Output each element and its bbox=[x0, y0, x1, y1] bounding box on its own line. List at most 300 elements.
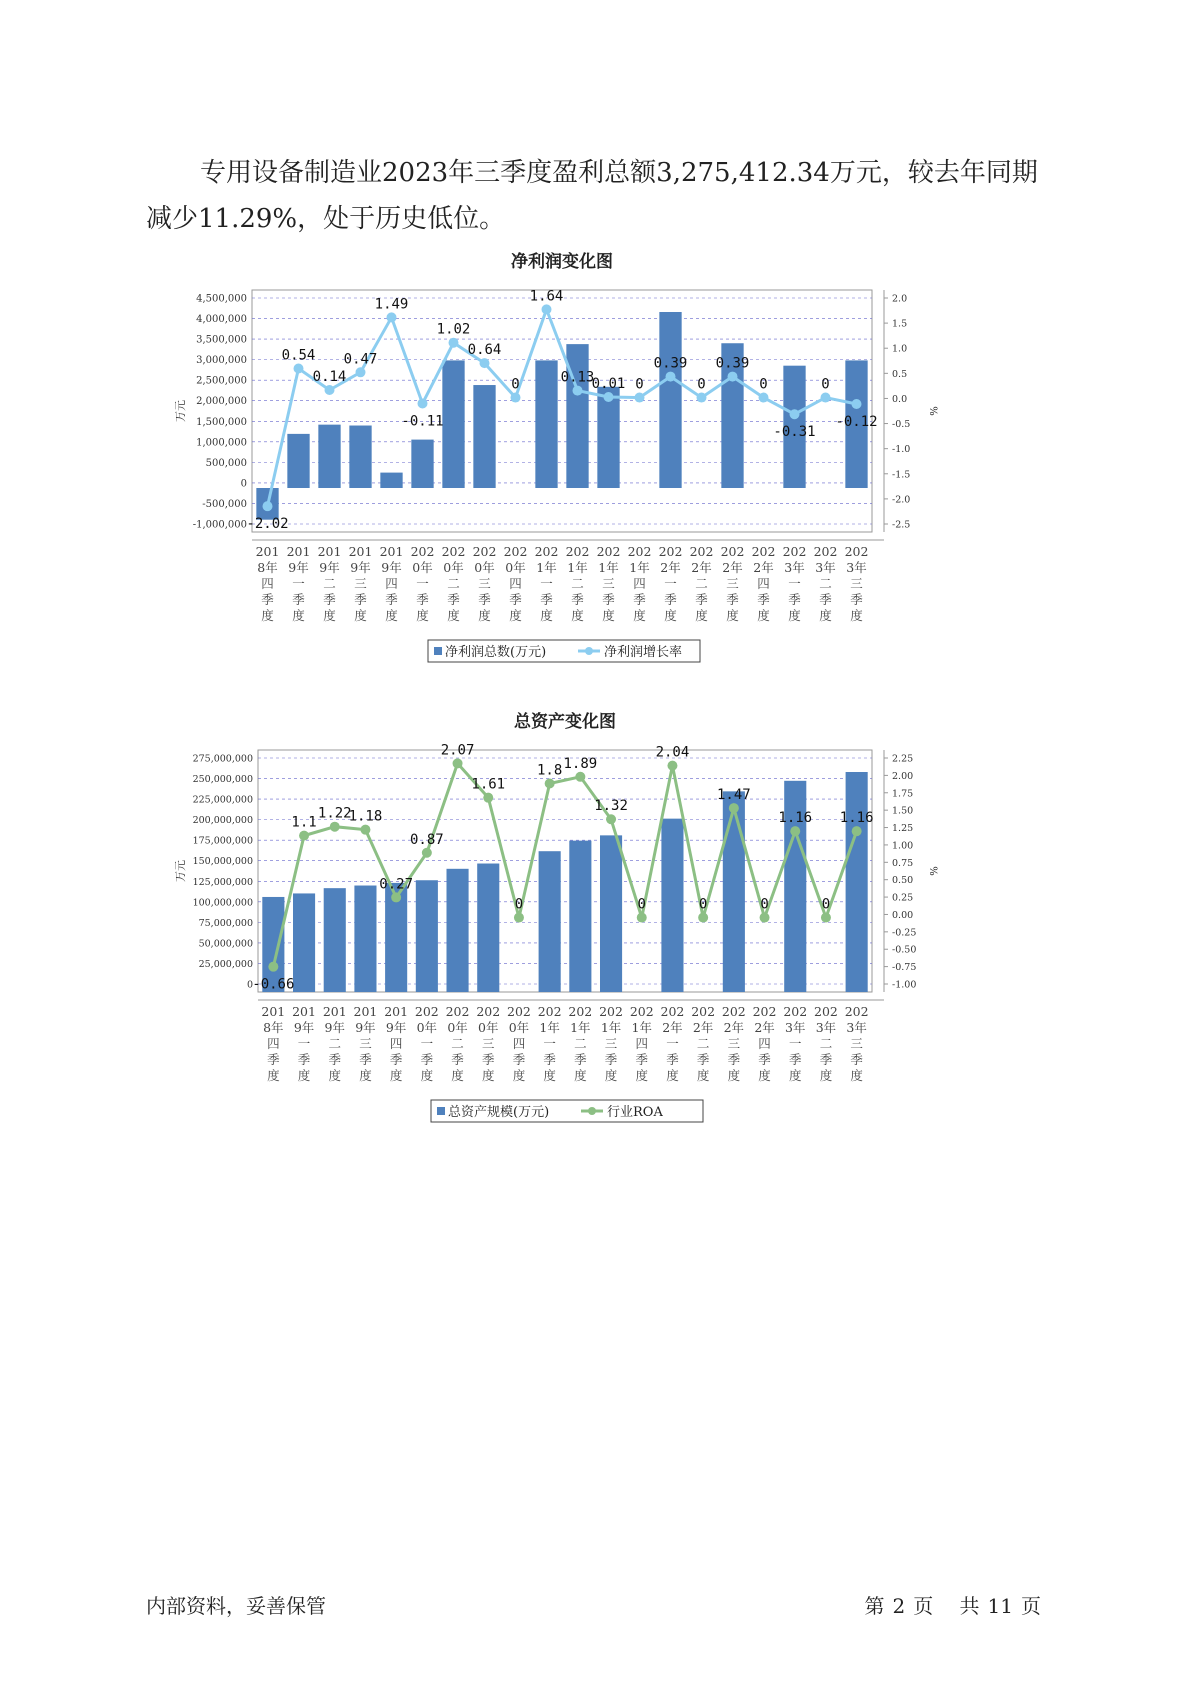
x-tick-label: 1年 bbox=[567, 560, 588, 575]
x-tick-label: 2年 bbox=[660, 560, 681, 575]
y-tick-label: 4,500,000 bbox=[196, 293, 247, 305]
data-label: 0 bbox=[760, 896, 769, 913]
x-tick-label: 度 bbox=[420, 1068, 434, 1083]
x-tick-label: 季 bbox=[416, 592, 429, 607]
x-tick-label: 1年 bbox=[598, 560, 619, 575]
line-point bbox=[821, 393, 831, 403]
x-tick-label: 度 bbox=[447, 608, 460, 623]
y2-tick-label: -0.5 bbox=[892, 419, 911, 431]
x-tick-label: 三 bbox=[726, 576, 739, 591]
x-tick-label: 0年 bbox=[478, 1020, 499, 1035]
x-tick-label: 季 bbox=[385, 592, 398, 607]
y2-tick-label: -2.5 bbox=[892, 519, 911, 531]
x-tick-label: 202 bbox=[627, 544, 652, 559]
data-label: 0.64 bbox=[467, 342, 502, 359]
line-point bbox=[821, 913, 831, 923]
x-tick-label: 季 bbox=[354, 592, 367, 607]
x-tick-label: 季 bbox=[359, 1052, 372, 1067]
y-axis-label: 万元 bbox=[174, 400, 187, 422]
x-tick-label: 9年 bbox=[355, 1020, 376, 1035]
data-label: 0 bbox=[637, 896, 646, 913]
y2-tick-label: 0.0 bbox=[892, 393, 908, 405]
bar bbox=[600, 835, 622, 992]
x-tick-label: 202 bbox=[507, 1004, 531, 1019]
x-tick-label: 度 bbox=[757, 608, 770, 623]
x-tick-label: 201 bbox=[384, 1004, 409, 1019]
chart-title: 净利润变化图 bbox=[511, 252, 613, 272]
x-tick-label: 202 bbox=[721, 1004, 746, 1019]
x-tick-label: 202 bbox=[813, 544, 838, 559]
x-tick-label: 二 bbox=[696, 1036, 710, 1051]
y-tick-label: 1,000,000 bbox=[196, 437, 247, 449]
x-tick-label: 0年 bbox=[505, 560, 526, 575]
line-point bbox=[697, 393, 707, 403]
x-tick-label: 度 bbox=[451, 1068, 464, 1083]
data-label: 1.64 bbox=[529, 288, 564, 305]
x-tick-label: 二 bbox=[819, 576, 832, 591]
data-label: -0.66 bbox=[252, 976, 295, 993]
x-tick-label: 季 bbox=[328, 1052, 342, 1067]
y2-tick-label: 1.5 bbox=[892, 318, 908, 330]
legend-bar-label: 总资产规模(万元) bbox=[448, 1105, 550, 1120]
x-tick-label: 四 bbox=[635, 1036, 649, 1051]
line-point bbox=[759, 393, 769, 403]
x-tick-label: 季 bbox=[757, 592, 770, 607]
data-label: -0.11 bbox=[401, 413, 444, 430]
x-tick-label: 202 bbox=[782, 544, 807, 559]
line-point bbox=[391, 892, 401, 902]
x-tick-label: 度 bbox=[297, 1068, 311, 1083]
x-tick-label: 季 bbox=[696, 1052, 710, 1067]
x-tick-label: 季 bbox=[727, 1052, 741, 1067]
bar bbox=[380, 473, 402, 488]
x-tick-label: 季 bbox=[788, 1052, 802, 1067]
x-tick-label: 9年 bbox=[288, 560, 309, 575]
bar bbox=[473, 385, 495, 488]
x-tick-label: 202 bbox=[844, 544, 869, 559]
x-tick-label: 202 bbox=[599, 1004, 623, 1019]
x-tick-label: 季 bbox=[267, 1052, 280, 1067]
data-label: 0 bbox=[514, 896, 524, 913]
x-tick-label: 季 bbox=[512, 1052, 526, 1067]
data-label: 0.87 bbox=[409, 831, 444, 848]
x-tick-label: 201 bbox=[286, 544, 311, 559]
x-tick-label: 8年 bbox=[263, 1020, 284, 1035]
x-tick-label: 202 bbox=[629, 1004, 654, 1019]
x-tick-label: 2年 bbox=[662, 1020, 683, 1035]
data-label: 0.14 bbox=[312, 369, 347, 386]
bar bbox=[539, 851, 561, 992]
x-tick-label: 季 bbox=[543, 1052, 556, 1067]
x-tick-label: 0年 bbox=[412, 560, 433, 575]
x-tick-label: 度 bbox=[635, 1068, 649, 1083]
x-tick-label: 四 bbox=[261, 576, 274, 591]
data-label: -0.31 bbox=[773, 424, 816, 441]
y2-tick-label: 1.00 bbox=[892, 840, 914, 852]
x-tick-label: 度 bbox=[571, 608, 584, 623]
y-tick-label: -1,000,000 bbox=[192, 519, 247, 531]
bar bbox=[566, 344, 588, 488]
x-tick-label: 202 bbox=[472, 544, 497, 559]
y2-tick-label: 0.25 bbox=[892, 892, 914, 904]
bar bbox=[411, 440, 433, 488]
line-point bbox=[514, 913, 524, 923]
x-tick-label: 2年 bbox=[692, 1020, 714, 1035]
x-tick-label: 度 bbox=[328, 1068, 342, 1083]
x-tick-label: 9年 bbox=[293, 1020, 315, 1035]
legend-line-marker bbox=[588, 1107, 596, 1115]
x-tick-label: 202 bbox=[658, 544, 683, 559]
x-tick-label: 202 bbox=[476, 1004, 501, 1019]
line-point bbox=[545, 779, 555, 789]
y-tick-label: 25,000,000 bbox=[198, 958, 253, 970]
data-label: 0.39 bbox=[653, 355, 688, 372]
bar bbox=[287, 434, 309, 488]
legend-bar-swatch bbox=[437, 1107, 445, 1115]
line-point bbox=[453, 758, 463, 768]
data-label: 1.8 bbox=[537, 762, 563, 779]
x-tick-label: 度 bbox=[727, 1068, 741, 1083]
x-tick-label: 季 bbox=[819, 592, 832, 607]
x-tick-label: 二 bbox=[695, 576, 708, 591]
line-point bbox=[760, 913, 770, 923]
x-tick-label: 3年 bbox=[785, 1020, 806, 1035]
legend-line-marker bbox=[585, 647, 593, 655]
x-tick-label: 季 bbox=[261, 592, 274, 607]
line-point bbox=[667, 761, 677, 771]
line-point bbox=[728, 372, 738, 382]
line-point bbox=[542, 304, 552, 314]
x-tick-label: 度 bbox=[323, 608, 336, 623]
line-point bbox=[422, 848, 432, 858]
x-tick-label: 四 bbox=[267, 1036, 280, 1051]
line-point bbox=[698, 913, 708, 923]
x-tick-label: 1年 bbox=[629, 560, 650, 575]
x-tick-label: 季 bbox=[478, 592, 491, 607]
x-tick-label: 202 bbox=[568, 1004, 593, 1019]
x-tick-label: 季 bbox=[635, 1052, 649, 1067]
line-point bbox=[729, 803, 739, 813]
x-tick-label: 季 bbox=[292, 592, 305, 607]
line-point bbox=[604, 392, 614, 402]
x-tick-label: 度 bbox=[696, 1068, 710, 1083]
data-label: 0.39 bbox=[715, 355, 750, 372]
x-tick-label: 四 bbox=[389, 1036, 403, 1051]
x-tick-label: 202 bbox=[503, 544, 528, 559]
line-point bbox=[852, 826, 862, 836]
line-point bbox=[268, 962, 278, 972]
x-tick-label: 一 bbox=[420, 1036, 434, 1051]
bar bbox=[659, 312, 681, 488]
x-tick-label: 0年 bbox=[474, 560, 495, 575]
x-tick-label: 三 bbox=[850, 576, 863, 591]
y2-tick-label: -0.25 bbox=[892, 927, 917, 939]
x-tick-label: 度 bbox=[540, 608, 553, 623]
data-label: 0 bbox=[511, 376, 520, 393]
net-profit-chart-svg bbox=[170, 245, 960, 675]
x-tick-label: 度 bbox=[416, 608, 429, 623]
line-point bbox=[573, 386, 583, 396]
x-tick-label: 季 bbox=[850, 592, 863, 607]
x-tick-label: 202 bbox=[410, 544, 435, 559]
data-label: 0 bbox=[821, 376, 830, 393]
y2-tick-label: 1.25 bbox=[892, 823, 914, 835]
y2-tick-label: -2.0 bbox=[892, 494, 911, 506]
x-tick-label: 一 bbox=[788, 1036, 802, 1051]
x-tick-label: 季 bbox=[540, 592, 553, 607]
data-label: 2.07 bbox=[440, 742, 475, 759]
x-tick-label: 202 bbox=[844, 1004, 869, 1019]
x-tick-label: 201 bbox=[317, 544, 342, 559]
x-tick-label: 度 bbox=[389, 1068, 403, 1083]
x-tick-label: 201 bbox=[261, 1004, 286, 1019]
legend-bar-label: 净利润总数(万元) bbox=[445, 645, 547, 660]
x-tick-label: 1年 bbox=[631, 1020, 652, 1035]
x-tick-label: 度 bbox=[359, 1068, 372, 1083]
x-tick-label: 季 bbox=[758, 1052, 771, 1067]
x-tick-label: 201 bbox=[379, 544, 404, 559]
x-tick-label: 201 bbox=[353, 1004, 378, 1019]
x-tick-label: 3年 bbox=[846, 560, 867, 575]
bar bbox=[535, 360, 557, 488]
data-label: 0 bbox=[635, 376, 644, 393]
x-tick-label: 三 bbox=[602, 576, 615, 591]
data-label: 0 bbox=[821, 896, 831, 913]
chart-title: 总资产变化图 bbox=[514, 712, 616, 732]
y-tick-label: 175,000,000 bbox=[192, 835, 253, 847]
legend-line-label: 行业ROA bbox=[607, 1105, 663, 1120]
line-point bbox=[606, 814, 616, 824]
x-tick-label: 0年 bbox=[443, 560, 464, 575]
line-point bbox=[294, 364, 304, 374]
footer-note: 内部资料，妥善保管 bbox=[146, 1594, 326, 1618]
x-tick-label: 202 bbox=[414, 1004, 439, 1019]
x-tick-label: 季 bbox=[481, 1052, 495, 1067]
x-tick-label: 三 bbox=[354, 576, 367, 591]
x-tick-label: 201 bbox=[292, 1004, 316, 1019]
y-tick-label: 0 bbox=[246, 979, 253, 991]
x-tick-label: 度 bbox=[604, 1068, 618, 1083]
x-tick-label: 二 bbox=[574, 1036, 587, 1051]
y-tick-label: 50,000,000 bbox=[198, 938, 253, 950]
x-tick-label: 季 bbox=[695, 592, 708, 607]
x-tick-label: 季 bbox=[447, 592, 460, 607]
x-tick-label: 一 bbox=[540, 576, 553, 591]
x-tick-label: 0年 bbox=[447, 1020, 468, 1035]
line-point bbox=[575, 772, 585, 782]
x-tick-label: 四 bbox=[757, 576, 770, 591]
bar bbox=[416, 880, 438, 992]
line-point bbox=[790, 409, 800, 419]
y2-tick-label: 0.75 bbox=[892, 857, 914, 869]
x-tick-label: 度 bbox=[664, 608, 677, 623]
line-point bbox=[263, 501, 273, 511]
y-tick-label: 3,500,000 bbox=[196, 334, 247, 346]
x-tick-label: 季 bbox=[604, 1052, 618, 1067]
x-tick-label: 度 bbox=[292, 608, 305, 623]
x-tick-label: 9年 bbox=[324, 1020, 345, 1035]
x-tick-label: 8年 bbox=[257, 560, 278, 575]
x-tick-label: 202 bbox=[691, 1004, 716, 1019]
bar bbox=[446, 869, 468, 992]
y-tick-label: 100,000,000 bbox=[192, 897, 253, 909]
y-tick-label: 200,000,000 bbox=[192, 815, 253, 827]
x-tick-label: 一 bbox=[788, 576, 801, 591]
x-tick-label: 度 bbox=[819, 608, 832, 623]
x-tick-label: 度 bbox=[543, 1068, 556, 1083]
x-tick-label: 202 bbox=[720, 544, 745, 559]
x-tick-label: 1年 bbox=[539, 1020, 560, 1035]
x-tick-label: 202 bbox=[689, 544, 714, 559]
x-tick-label: 3年 bbox=[815, 1020, 837, 1035]
x-tick-label: 季 bbox=[850, 1052, 863, 1067]
x-tick-label: 202 bbox=[751, 544, 776, 559]
x-tick-label: 季 bbox=[297, 1052, 311, 1067]
x-tick-label: 202 bbox=[783, 1004, 808, 1019]
line-point bbox=[360, 825, 370, 835]
line-point bbox=[666, 372, 676, 382]
y2-tick-label: 0.00 bbox=[892, 909, 914, 921]
data-label: 0 bbox=[697, 376, 706, 393]
y2-axis-label: % bbox=[927, 866, 938, 876]
y2-tick-label: 0.50 bbox=[892, 875, 914, 887]
net-profit-chart bbox=[170, 245, 960, 675]
x-tick-label: 2年 bbox=[691, 560, 712, 575]
x-tick-label: 202 bbox=[445, 1004, 470, 1019]
x-tick-label: 度 bbox=[788, 1068, 802, 1083]
line-point bbox=[387, 312, 397, 322]
x-tick-label: 四 bbox=[633, 576, 646, 591]
line-point bbox=[449, 338, 459, 348]
line-point bbox=[299, 831, 309, 841]
x-tick-label: 二 bbox=[447, 576, 460, 591]
data-label: 1.47 bbox=[716, 787, 751, 804]
x-tick-label: 度 bbox=[267, 1068, 280, 1083]
line-point bbox=[852, 399, 862, 409]
y-tick-label: 4,000,000 bbox=[196, 314, 247, 326]
x-tick-label: 9年 bbox=[385, 1020, 407, 1035]
y-tick-label: 2,000,000 bbox=[196, 396, 247, 408]
x-tick-label: 度 bbox=[385, 608, 398, 623]
x-tick-label: 二 bbox=[451, 1036, 464, 1051]
data-label: 1.32 bbox=[594, 798, 628, 815]
line-point bbox=[637, 913, 647, 923]
y2-tick-label: 1.50 bbox=[892, 805, 914, 817]
bar bbox=[349, 426, 371, 488]
x-tick-label: 四 bbox=[509, 576, 522, 591]
x-tick-label: 1年 bbox=[570, 1020, 591, 1035]
x-tick-label: 季 bbox=[571, 592, 584, 607]
x-tick-label: 季 bbox=[451, 1052, 464, 1067]
x-tick-label: 度 bbox=[850, 608, 863, 623]
y2-tick-label: 2.0 bbox=[892, 293, 908, 305]
x-tick-label: 季 bbox=[666, 1052, 679, 1067]
x-tick-label: 一 bbox=[666, 1036, 679, 1051]
x-tick-label: 202 bbox=[596, 544, 621, 559]
x-tick-label: 度 bbox=[509, 608, 522, 623]
x-tick-label: 四 bbox=[758, 1036, 771, 1051]
x-tick-label: 季 bbox=[726, 592, 739, 607]
x-tick-label: 季 bbox=[633, 592, 646, 607]
plot-frame bbox=[252, 290, 872, 532]
data-label: 0 bbox=[759, 376, 768, 393]
x-tick-label: 度 bbox=[788, 608, 801, 623]
x-tick-label: 度 bbox=[354, 608, 367, 623]
bar bbox=[442, 360, 464, 488]
data-label: 0.27 bbox=[379, 876, 414, 893]
x-tick-label: 202 bbox=[534, 544, 559, 559]
y-tick-label: -500,000 bbox=[202, 498, 247, 510]
x-tick-label: 度 bbox=[850, 1068, 863, 1083]
x-tick-label: 201 bbox=[348, 544, 373, 559]
x-tick-label: 2年 bbox=[723, 1020, 745, 1035]
x-tick-label: 度 bbox=[512, 1068, 526, 1083]
x-tick-label: 3年 bbox=[784, 560, 805, 575]
bar bbox=[324, 888, 346, 992]
data-label: 1.02 bbox=[436, 321, 471, 338]
x-tick-label: 202 bbox=[752, 1004, 777, 1019]
x-tick-label: 3年 bbox=[846, 1020, 867, 1035]
y2-tick-label: 1.75 bbox=[892, 788, 914, 800]
y2-tick-label: -0.75 bbox=[892, 962, 917, 974]
bar bbox=[661, 819, 683, 992]
x-tick-label: 1年 bbox=[600, 1020, 622, 1035]
x-tick-label: 三 bbox=[359, 1036, 372, 1051]
x-tick-label: 1年 bbox=[536, 560, 557, 575]
y2-axis-label: % bbox=[927, 406, 938, 416]
x-tick-label: 201 bbox=[255, 544, 280, 559]
line-point bbox=[483, 793, 493, 803]
x-tick-label: 度 bbox=[666, 1068, 679, 1083]
x-tick-label: 0年 bbox=[508, 1020, 530, 1035]
x-tick-label: 二 bbox=[571, 576, 584, 591]
summary-paragraph: 专用设备制造业2023年三季度盈利总额3,275,412.34万元，较去年同期减少11.29%，处于历史低位。 bbox=[146, 158, 1038, 234]
x-tick-label: 201 bbox=[322, 1004, 347, 1019]
x-tick-label: 202 bbox=[660, 1004, 685, 1019]
data-label: 0 bbox=[698, 896, 708, 913]
x-tick-label: 202 bbox=[814, 1004, 838, 1019]
y2-tick-label: -0.50 bbox=[892, 944, 917, 956]
y2-tick-label: 0.5 bbox=[892, 368, 908, 380]
x-tick-label: 二 bbox=[819, 1036, 833, 1051]
bar bbox=[477, 864, 499, 992]
x-tick-label: 3年 bbox=[815, 560, 836, 575]
data-label: 1.61 bbox=[471, 776, 506, 793]
x-tick-label: 度 bbox=[481, 1068, 495, 1083]
x-tick-label: 三 bbox=[850, 1036, 863, 1051]
data-label: 1.49 bbox=[374, 296, 409, 313]
x-tick-label: 四 bbox=[385, 576, 398, 591]
legend-line-label: 净利润增长率 bbox=[604, 645, 683, 660]
y2-tick-label: -1.5 bbox=[892, 469, 911, 481]
y-tick-label: 2,500,000 bbox=[196, 375, 247, 387]
y2-tick-label: -1.00 bbox=[892, 979, 917, 991]
y-axis-label: 万元 bbox=[174, 860, 187, 882]
x-tick-label: 三 bbox=[478, 576, 491, 591]
x-tick-label: 一 bbox=[543, 1036, 556, 1051]
y-tick-label: 150,000,000 bbox=[192, 856, 253, 868]
data-label: 1.22 bbox=[317, 805, 352, 822]
x-tick-label: 季 bbox=[664, 592, 677, 607]
line-point bbox=[418, 398, 428, 408]
data-label: 2.04 bbox=[655, 744, 690, 761]
y-tick-label: 75,000,000 bbox=[198, 917, 253, 929]
x-tick-label: 三 bbox=[727, 1036, 741, 1051]
x-tick-label: 季 bbox=[574, 1052, 587, 1067]
y-tick-label: 3,000,000 bbox=[196, 355, 247, 367]
x-tick-label: 9年 bbox=[319, 560, 340, 575]
bar bbox=[846, 772, 868, 992]
